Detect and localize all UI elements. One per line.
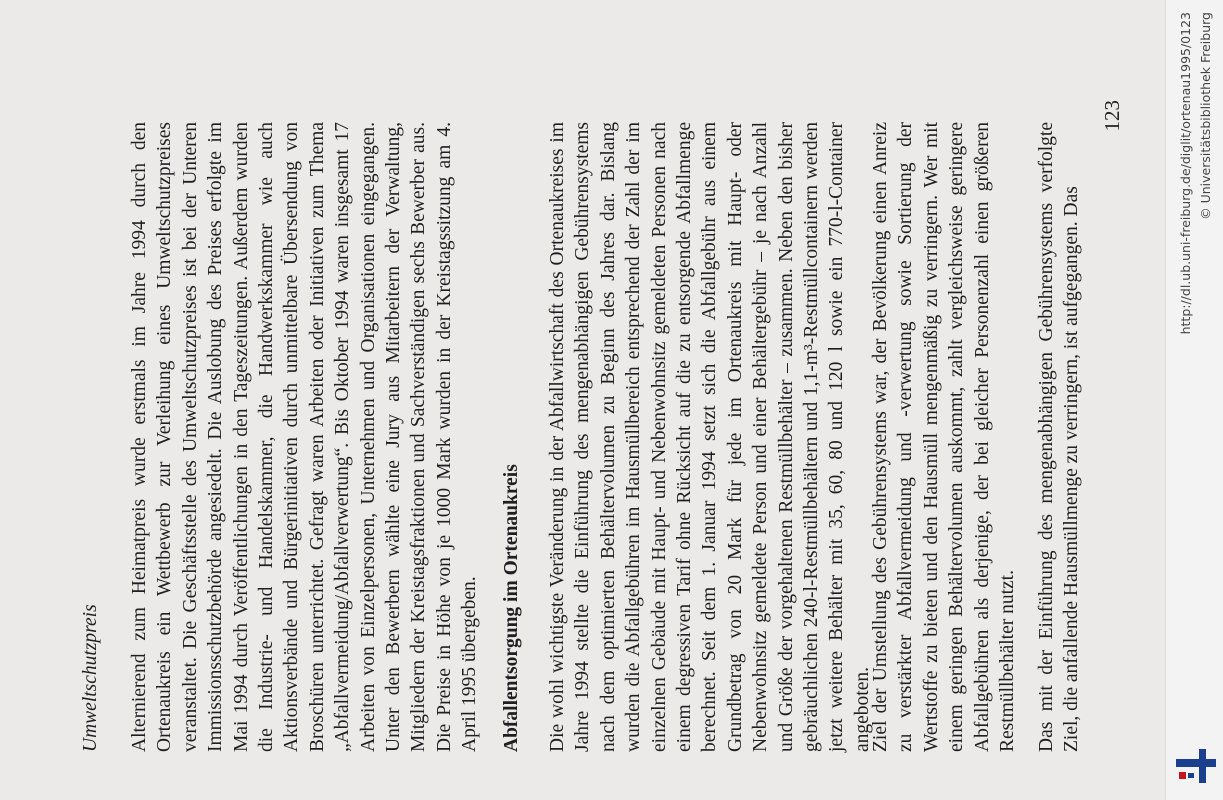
heading-abfallentsorgung: Abfallentsorgung im Ortenaukreis bbox=[501, 464, 522, 752]
paragraph-umweltschutzpreis: Alternierend zum Heimatpreis wurde erstmals im Jahre 1994 durch den Ortenaukreis ein Wettbewerb zur Verleihung eines Umweltschutzpreises veranstaltet. Die Geschäftsstelle des Umweltschutzpreises ist bei der Unteren Immissionsschutzbehörde angesiedelt. Die Auslobung des Preises erfolgte im Mai 1994 durch Veröffentlichungen in den Tageszeitungen. Außerdem wurden die Industrie- und Handelskammer, die Handwerkskammer wie auch Aktionsverbände und Bürgerinitiativen durch unmittelbare Übersendung von Broschüren unterrichtet. Gefragt waren Arbeiten oder Initiativen zum Thema „Abfallvermeidung/Abfallverwertung“. Bis Oktober 1994 waren insgesamt 17 Arbeiten von Einzelpersonen, Unternehmen und Organisationen eingegangen. Unter den Bewerbern wählte eine Jury aus Mitarbeitern der Verwaltung, Mitgliedern der Kreistagsfraktionen und Sachverständigen sechs Bewerber aus. Die Preise in Höhe von je 1000 Mark wurden in der Kreistagssitzung am 4. April 1995 übergeben. bbox=[129, 122, 481, 752]
library-sidebar bbox=[1165, 0, 1223, 800]
source-url-link[interactable]: http://dl.ub.uni-freiburg.de/diglit/ortenau1995/0123 bbox=[1178, 12, 1193, 335]
paragraph-abfallentsorgung: Die wohl wichtigste Veränderung in der Abfallwirtschaft des Ortenaukreises im Jahre 1994 stellte die Einführung des mengenabhängigen Gebührensystems nach dem optimierten Behältervolumen zu Beginn des Jahres dar. Bislang wurden die Abfallgebühren im Hausmüllbereich entsprechend der Zahl der im einzelnen Gebäude mit Haupt- und Nebenwohnsitz gemeldeten Personen nach einem degressiven Tarif ohne Rücksicht auf die zu entsorgende Abfallmenge berechnet. Seit dem 1. Januar 1994 setzt sich die Abfallgebühr aus einem Grundbetrag von 20 Mark für jede im Ortenaukreis mit Haupt- oder Nebenwohnsitz gemeldete Person und einer Behältergebühr – je nach Anzahl und Größe der vorgehaltenen Restmüllbehälter – zusammen. Neben den bisher gebräuchlichen 240-l-Restmüllbehältern und 1,1-m³-Restmüllcontainern werden jetzt weitere Behälter mit 35, 60, 80 und 120 l sowie ein 770-l-Container angeboten. bbox=[547, 122, 873, 752]
ub-freiburg-logo-icon bbox=[1176, 746, 1216, 786]
page-number: 123 bbox=[1100, 100, 1124, 132]
paragraph-einfuehrung: Das mit der Einführung des mengenabhängigen Gebührensystems verfolgte Ziel, die anfallende Hausmüllmenge zu verringern, ist aufgegangen. Das bbox=[1036, 122, 1083, 752]
heading-umweltschutzpreis: Umweltschutzpreis bbox=[80, 604, 101, 752]
paragraph-ziel-umstellung: Ziel der Umstellung des Gebührensystems war, der Bevölkerung einen Anreiz zu verstärkter Abfallvermeidung und -verwertung sowie Sortierung der Wertstoffe zu bieten und den Hausmüll mengenmäßig zu verringern. Wer mit einem geringen Behältervolumen auskommt, zahlt vergleichsweise geringere Abfallgebühren als derjenige, der bei gleicher Personenzahl einen größeren Restmüllbehälter nutzt. bbox=[870, 122, 1019, 752]
copyright-notice: © Universitätsbibliothek Freiburg bbox=[1198, 12, 1213, 220]
